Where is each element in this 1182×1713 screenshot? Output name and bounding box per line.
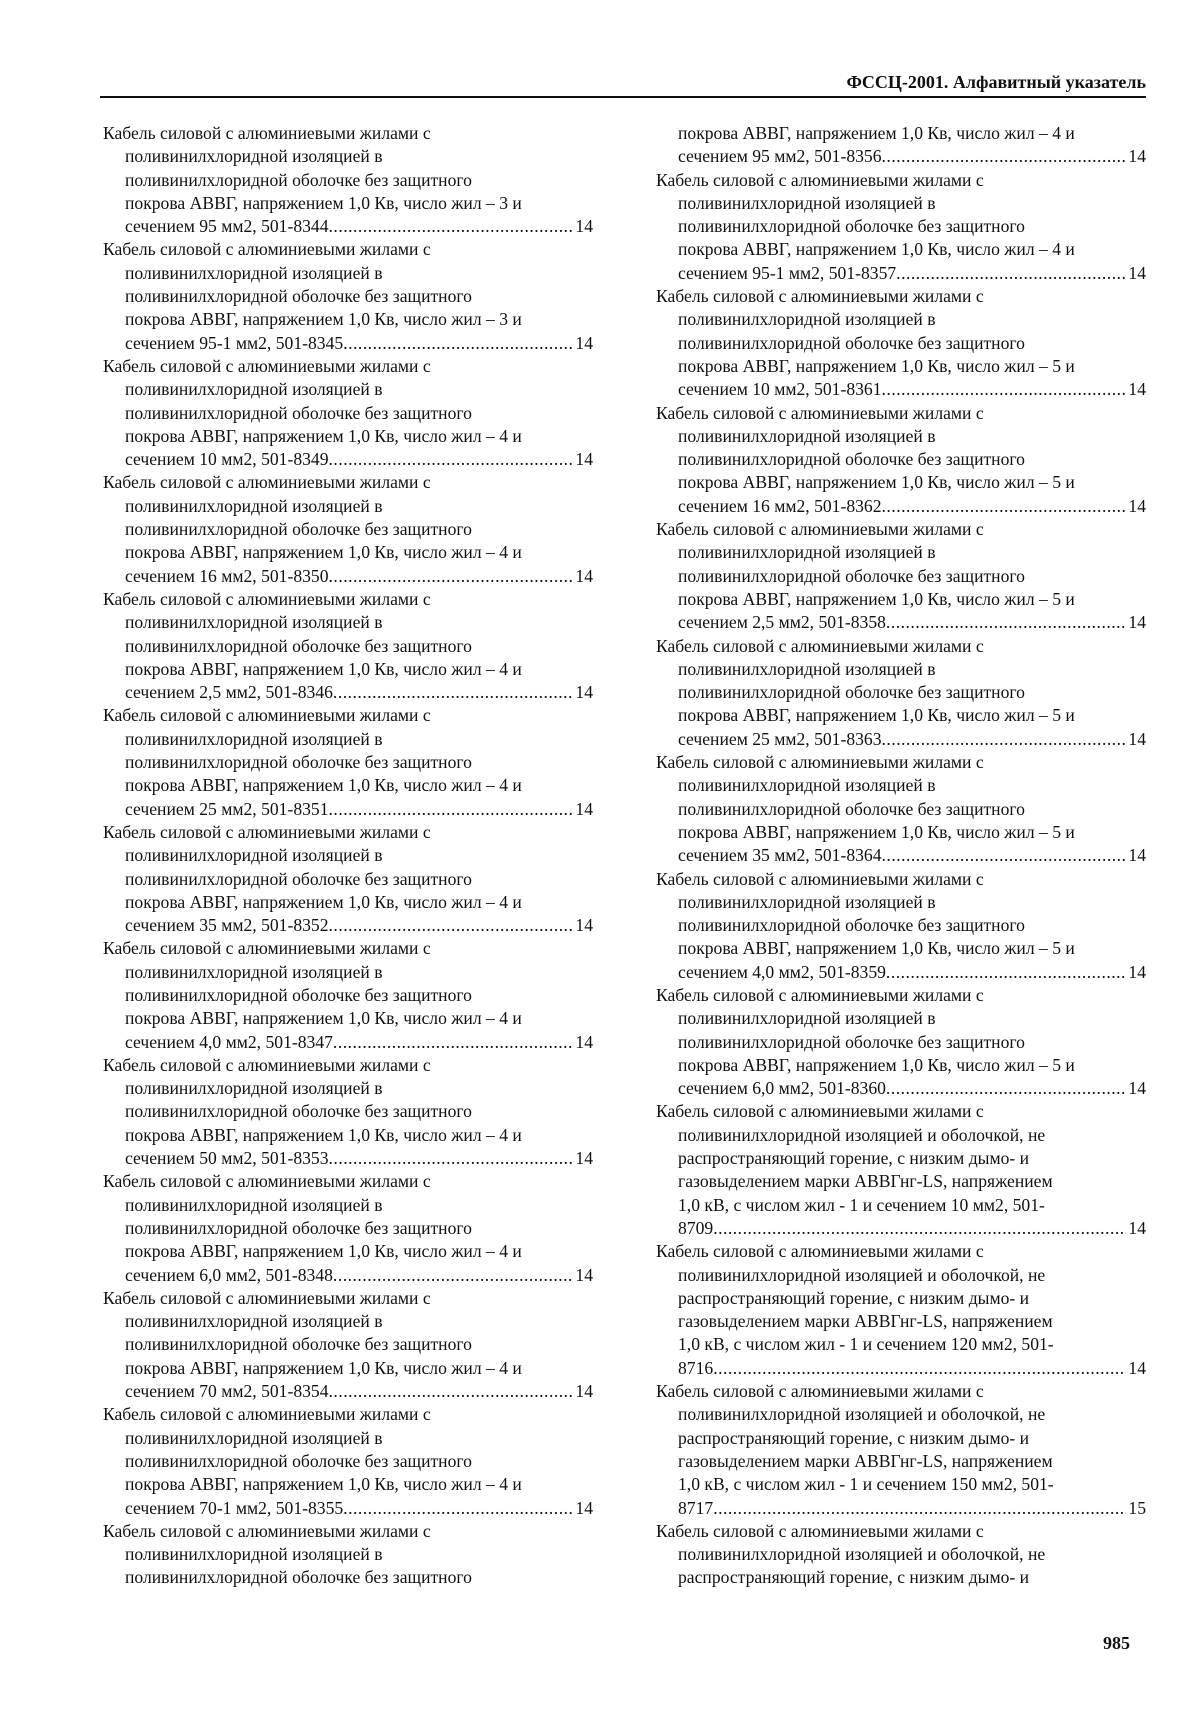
index-entry-line: поливинилхлоридной изоляцией в [678,425,936,446]
entry-page-ref: 14 [1128,1078,1146,1099]
index-entry [656,868,1146,984]
index-entry-heading: Кабель силовой с алюминиевыми жилами с [103,588,431,609]
index-entry-line: поливинилхлоридной изоляцией в [125,1427,383,1448]
index-entry-line: поливинилхлоридной оболочке без защитного [125,1101,472,1122]
index-entry-line: покрова АВВГ, напряжением 1,0 Кв, число жил – 4 и [125,425,522,446]
index-entry-line: покрова АВВГ, напряжением 1,0 Кв, число жил – 5 и [678,821,1075,842]
index-entry-heading: Кабель силовой с алюминиевыми жилами с [103,705,431,726]
dot-leader [713,1357,1126,1380]
index-entry-code-line [103,1264,593,1287]
index-entry-line: покрова АВВГ, напряжением 1,0 Кв, число жил – 4 и [125,542,522,563]
entry-page-ref: 14 [575,682,593,703]
index-entry-line: поливинилхлоридной оболочке без защитного [678,798,1025,819]
page-number: 985 [1103,1633,1130,1653]
index-entry [103,821,593,937]
index-entry-line: поливинилхлоридной оболочке без защитного [125,1217,472,1238]
index-entry-line: поливинилхлоридной оболочке без защитного [125,169,472,190]
index-entry-line: покрова АВВГ, напряжением 1,0 Кв, число жил – 4 и [125,891,522,912]
entry-page-ref: 14 [1128,612,1146,633]
index-entry [656,169,1146,285]
index-entry-line: поливинилхлоридной оболочке без защитного [125,402,472,423]
dot-leader [329,215,574,238]
index-entry-code-line [656,1357,1146,1380]
index-entry-heading: Кабель силовой с алюминиевыми жилами с [656,519,984,540]
index-column-left [103,122,593,1590]
index-entry-heading: Кабель силовой с алюминиевыми жилами с [103,1171,431,1192]
index-entry-line: поливинилхлоридной изоляцией и оболочкой, не [678,1404,1046,1425]
dot-leader [329,1380,574,1403]
index-entry-line: газовыделением марки АВВГнг-LS, напряжением [678,1450,1053,1471]
index-entry-code-line [103,1380,593,1403]
entry-page-ref: 15 [1128,1497,1146,1518]
index-entry [656,518,1146,634]
index-entry-code-line [656,611,1146,634]
index-entry [656,1100,1146,1240]
index-entry-line: поливинилхлоридной оболочке без защитного [678,565,1025,586]
index-entry-code-line [103,681,593,704]
entry-page-ref: 14 [1128,262,1146,283]
dot-leader [713,1497,1126,1520]
index-entry-line: поливинилхлоридной изоляцией в [125,1311,383,1332]
index-entry-line: поливинилхлоридной изоляцией в [678,1008,936,1029]
index-entry-heading: Кабель силовой с алюминиевыми жилами с [103,1520,431,1541]
dot-leader [343,332,573,355]
entry-code: сечением 25 мм2, 501-8363 [678,728,882,749]
index-entry-line: 1,0 кВ, с числом жил - 1 и сечением 120 мм2, 501- [678,1334,1054,1355]
index-entry-heading: Кабель силовой с алюминиевыми жилами с [103,355,431,376]
index-entry-line: поливинилхлоридной изоляцией в [125,845,383,866]
index-entry-line: покрова АВВГ, напряжением 1,0 Кв, число жил – 4 и [125,775,522,796]
index-entry-line: поливинилхлоридной оболочке без защитного [678,1031,1025,1052]
entry-code: сечением 2,5 мм2, 501-8358 [678,612,886,633]
entry-code: сечением 70 мм2, 501-8354 [125,1381,329,1402]
index-entry [103,1403,593,1519]
index-entry-line: поливинилхлоридной изоляцией и оболочкой, не [678,1124,1046,1145]
index-entry-line: поливинилхлоридной изоляцией в [125,728,383,749]
index-entry-code-line [656,1497,1146,1520]
index-entry-line: поливинилхлоридной оболочке без защитного [125,635,472,656]
entry-code: сечением 10 мм2, 501-8349 [125,449,329,470]
index-entry-line: поливинилхлоридной изоляцией в [125,961,383,982]
index-entry-line: поливинилхлоридной изоляцией в [125,495,383,516]
running-title: ФССЦ-2001. Алфавитный указатель [846,72,1146,92]
index-entry-line: поливинилхлоридной изоляцией в [678,192,936,213]
index-entry-line: покрова АВВГ, напряжением 1,0 Кв, число жил – 4 и [125,1008,522,1029]
entry-page-ref: 14 [1128,845,1146,866]
index-entry-line: поливинилхлоридной изоляцией в [125,1544,383,1565]
index-entry-heading: Кабель силовой с алюминиевыми жилами с [656,984,984,1005]
entry-page-ref: 14 [575,449,593,470]
index-entry-code-line [656,262,1146,285]
index-entry-heading: Кабель силовой с алюминиевыми жилами с [103,1404,431,1425]
dot-leader [343,1497,573,1520]
index-entry-heading: Кабель силовой с алюминиевыми жилами с [103,938,431,959]
index-entry-line: покрова АВВГ, напряжением 1,0 Кв, число жил – 5 и [678,1054,1075,1075]
index-entry-code-line [103,798,593,821]
dot-leader [329,798,574,821]
entry-code: 8709 [678,1217,714,1238]
entry-code: сечением 4,0 мм2, 501-8359 [678,961,886,982]
index-entry-line: поливинилхлоридной изоляцией в [678,891,936,912]
index-entry-heading: Кабель силовой с алюминиевыми жилами с [656,1381,984,1402]
index-entry-line: распространяющий горение, с низким дымо- и [678,1427,1030,1448]
index-entry-line: покрова АВВГ, напряжением 1,0 Кв, число жил – 5 и [678,705,1075,726]
index-entry [656,402,1146,518]
index-column-right [656,122,1146,1590]
index-entry-line: покрова АВВГ, напряжением 1,0 Кв, число жил – 4 и [678,123,1075,143]
index-entry-code-line [656,728,1146,751]
index-entry-line: покрова АВВГ, напряжением 1,0 Кв, число жил – 4 и [125,1241,522,1262]
index-entry-heading: Кабель силовой с алюминиевыми жилами с [103,821,431,842]
entry-page-ref: 14 [1128,379,1146,400]
index-entry [103,122,593,238]
index-entry [656,751,1146,867]
index-entry [103,238,593,354]
entry-page-ref: 14 [575,1148,593,1169]
index-entry-line: распространяющий горение, с низким дымо- и [678,1148,1030,1169]
index-entry [103,471,593,587]
index-entry-heading: Кабель силовой с алюминиевыми жилами с [103,1287,431,1308]
index-entry-line: поливинилхлоридной оболочке без защитного [125,752,472,773]
index-entry-line: поливинилхлоридной изоляцией в [678,542,936,563]
index-entry-heading: Кабель силовой с алюминиевыми жилами с [656,1101,984,1122]
entry-page-ref: 14 [575,798,593,819]
entry-code: сечением 6,0 мм2, 501-8348 [125,1264,333,1285]
entry-code: сечением 95-1 мм2, 501-8357 [678,262,897,283]
entry-page-ref: 14 [1128,1357,1146,1378]
index-entry-heading: Кабель силовой с алюминиевыми жилами с [656,169,984,190]
index-entry-line: покрова АВВГ, напряжением 1,0 Кв, число жил – 5 и [678,472,1075,493]
index-entry-line: поливинилхлоридной изоляцией в [125,262,383,283]
index-entry [103,704,593,820]
entry-code: сечением 6,0 мм2, 501-8360 [678,1078,886,1099]
entry-code: сечением 16 мм2, 501-8350 [125,565,329,586]
index-entry-heading: Кабель силовой с алюминиевыми жилами с [103,472,431,493]
dot-leader [886,611,1126,634]
entry-page-ref: 14 [1128,146,1146,167]
index-entry-line: покрова АВВГ, напряжением 1,0 Кв, число жил – 4 и [678,239,1075,260]
entry-code: 8717 [678,1497,714,1518]
index-entry-heading: Кабель силовой с алюминиевыми жилами с [656,635,984,656]
index-entry-line: покрова АВВГ, напряжением 1,0 Кв, число жил – 3 и [125,192,522,213]
index-entry-heading: Кабель силовой с алюминиевыми жилами с [656,286,984,307]
index-entry-line: поливинилхлоридной оболочке без защитного [678,915,1025,936]
dot-leader [329,914,574,937]
index-entry-heading: Кабель силовой с алюминиевыми жилами с [656,752,984,773]
index-entry [103,1170,593,1286]
index-entry-code-line [656,1077,1146,1100]
index-entry-code-line [103,914,593,937]
dot-leader [882,145,1127,168]
index-entry [103,1054,593,1170]
index-entry-line: газовыделением марки АВВГнг-LS, напряжением [678,1171,1053,1192]
index-entry [656,635,1146,751]
index-entry-code-line [103,1497,593,1520]
entry-code: сечением 70-1 мм2, 501-8355 [125,1497,344,1518]
entry-code: сечением 35 мм2, 501-8364 [678,845,882,866]
index-entry-heading: Кабель силовой с алюминиевыми жилами с [656,1520,984,1541]
entry-page-ref: 14 [575,1031,593,1052]
dot-leader [882,495,1127,518]
dot-leader [333,681,573,704]
dot-leader [886,1077,1126,1100]
index-entry-line: поливинилхлоридной оболочке без защитного [678,216,1025,237]
entry-page-ref: 14 [575,565,593,586]
index-entry-line: покрова АВВГ, напряжением 1,0 Кв, число жил – 4 и [125,1124,522,1145]
index-entry-code-line [656,844,1146,867]
dot-leader [882,378,1127,401]
index-entry-line: поливинилхлоридной оболочке без защитного [125,1334,472,1355]
index-entry-line: поливинилхлоридной оболочке без защитного [125,519,472,540]
index-entry-line: поливинилхлоридной оболочке без защитного [125,1450,472,1471]
index-entry-line: покрова АВВГ, напряжением 1,0 Кв, число жил – 5 и [678,355,1075,376]
dot-leader [329,448,574,471]
entry-page-ref: 14 [1128,961,1146,982]
entry-page-ref: 14 [575,332,593,353]
dot-leader [333,1031,573,1054]
index-entry-line: поливинилхлоридной изоляцией в [125,1194,383,1215]
entry-page-ref: 14 [575,216,593,237]
index-entry-line: поливинилхлоридной изоляцией в [125,379,383,400]
entry-page-ref: 14 [575,1264,593,1285]
dot-leader [713,1217,1126,1240]
dot-leader [333,1264,573,1287]
index-entry-line: поливинилхлоридной изоляцией в [678,775,936,796]
index-entry-code-line [656,961,1146,984]
index-entry-line: газовыделением марки АВВГнг-LS, напряжением [678,1311,1053,1332]
page-header [100,68,1146,98]
dot-leader [329,565,574,588]
index-entry-line: поливинилхлоридной оболочке без защитного [125,868,472,889]
index-entry-heading: Кабель силовой с алюминиевыми жилами с [656,402,984,423]
index-entry-code-line [103,1031,593,1054]
index-entry-code-line [103,1147,593,1170]
index-entry-heading: Кабель силовой с алюминиевыми жилами с [103,239,431,260]
entry-code: сечением 95 мм2, 501-8344 [125,216,329,237]
entry-code: сечением 16 мм2, 501-8362 [678,495,882,516]
entry-code: сечением 4,0 мм2, 501-8347 [125,1031,333,1052]
entry-page-ref: 14 [575,1497,593,1518]
index-entry [103,937,593,1053]
index-entry [656,285,1146,401]
index-entry-heading: Кабель силовой с алюминиевыми жилами с [103,1054,431,1075]
index-entry-line: поливинилхлоридной оболочке без защитного [678,682,1025,703]
index-entry-heading: Кабель силовой с алюминиевыми жилами с [656,868,984,889]
entry-code: сечением 25 мм2, 501-8351 [125,798,329,819]
index-entry [656,984,1146,1100]
index-entry [656,1520,1146,1590]
entry-page-ref: 14 [575,915,593,936]
index-entry-line: покрова АВВГ, напряжением 1,0 Кв, число жил – 5 и [678,938,1075,959]
index-entry [103,1287,593,1403]
index-entry-line: поливинилхлоридной изоляцией и оболочкой, не [678,1544,1046,1565]
index-entry-line: покрова АВВГ, напряжением 1,0 Кв, число жил – 4 и [125,1357,522,1378]
index-entry-heading: Кабель силовой с алюминиевыми жилами с [103,123,431,143]
index-entry-line: поливинилхлоридной изоляцией в [125,612,383,633]
index-entry-line: покрова АВВГ, напряжением 1,0 Кв, число жил – 3 и [125,309,522,330]
entry-code: сечением 50 мм2, 501-8353 [125,1148,329,1169]
entry-page-ref: 14 [1128,1217,1146,1238]
index-entry-code-line [103,332,593,355]
index-entry-line: покрова АВВГ, напряжением 1,0 Кв, число жил – 4 и [125,658,522,679]
dot-leader [329,1147,574,1170]
index-entry-line: поливинилхлоридной изоляцией в [125,1078,383,1099]
dot-leader [896,262,1126,285]
entry-code: 8716 [678,1357,714,1378]
index-entry-code-line [103,565,593,588]
index-entry [656,1240,1146,1380]
index-entry [656,1380,1146,1520]
index-entry [103,1520,593,1590]
index-entry-line: поливинилхлоридной изоляцией и оболочкой, не [678,1264,1046,1285]
index-entry-line: поливинилхлоридной изоляцией в [125,146,383,167]
index-entry-line: поливинилхлоридной оболочке без защитного [678,332,1025,353]
index-entry [103,588,593,704]
entry-page-ref: 14 [575,1381,593,1402]
index-entry-line: 1,0 кВ, с числом жил - 1 и сечением 150 мм2, 501- [678,1474,1054,1495]
index-entry-code-line [656,378,1146,401]
index-entry-line: поливинилхлоридной оболочке без защитного [125,984,472,1005]
index-entry-line: покрова АВВГ, напряжением 1,0 Кв, число жил – 4 и [125,1474,522,1495]
index-entry-line: поливинилхлоридной оболочке без защитного [678,449,1025,470]
dot-leader [882,728,1127,751]
entry-code: сечением 95 мм2, 501-8356 [678,146,882,167]
index-entry-line: поливинилхлоридной оболочке без защитного [125,286,472,307]
index-entry-line: распространяющий горение, с низким дымо- и [678,1287,1030,1308]
entry-code: сечением 10 мм2, 501-8361 [678,379,882,400]
index-entry-line: распространяющий горение, с низким дымо- и [678,1567,1030,1588]
index-entry-line: поливинилхлоридной изоляцией в [678,658,936,679]
index-entry-line: 1,0 кВ, с числом жил - 1 и сечением 10 мм2, 501- [678,1194,1045,1215]
entry-page-ref: 14 [1128,495,1146,516]
index-entry-code-line [656,145,1146,168]
entry-code: сечением 95-1 мм2, 501-8345 [125,332,344,353]
entry-page-ref: 14 [1128,728,1146,749]
index-entry [103,355,593,471]
index-entry [656,122,1146,169]
index-entry-heading: Кабель силовой с алюминиевыми жилами с [656,1241,984,1262]
entry-code: сечением 2,5 мм2, 501-8346 [125,682,333,703]
index-entry-line: покрова АВВГ, напряжением 1,0 Кв, число жил – 5 и [678,588,1075,609]
dot-leader [886,961,1126,984]
index-entry-line: поливинилхлоридной оболочке без защитного [125,1567,472,1588]
index-entry-line: поливинилхлоридной изоляцией в [678,309,936,330]
index-entry-code-line [656,1217,1146,1240]
index-entry-code-line [103,215,593,238]
dot-leader [882,844,1127,867]
index-entry-code-line [103,448,593,471]
entry-code: сечением 35 мм2, 501-8352 [125,915,329,936]
index-entry-code-line [656,495,1146,518]
